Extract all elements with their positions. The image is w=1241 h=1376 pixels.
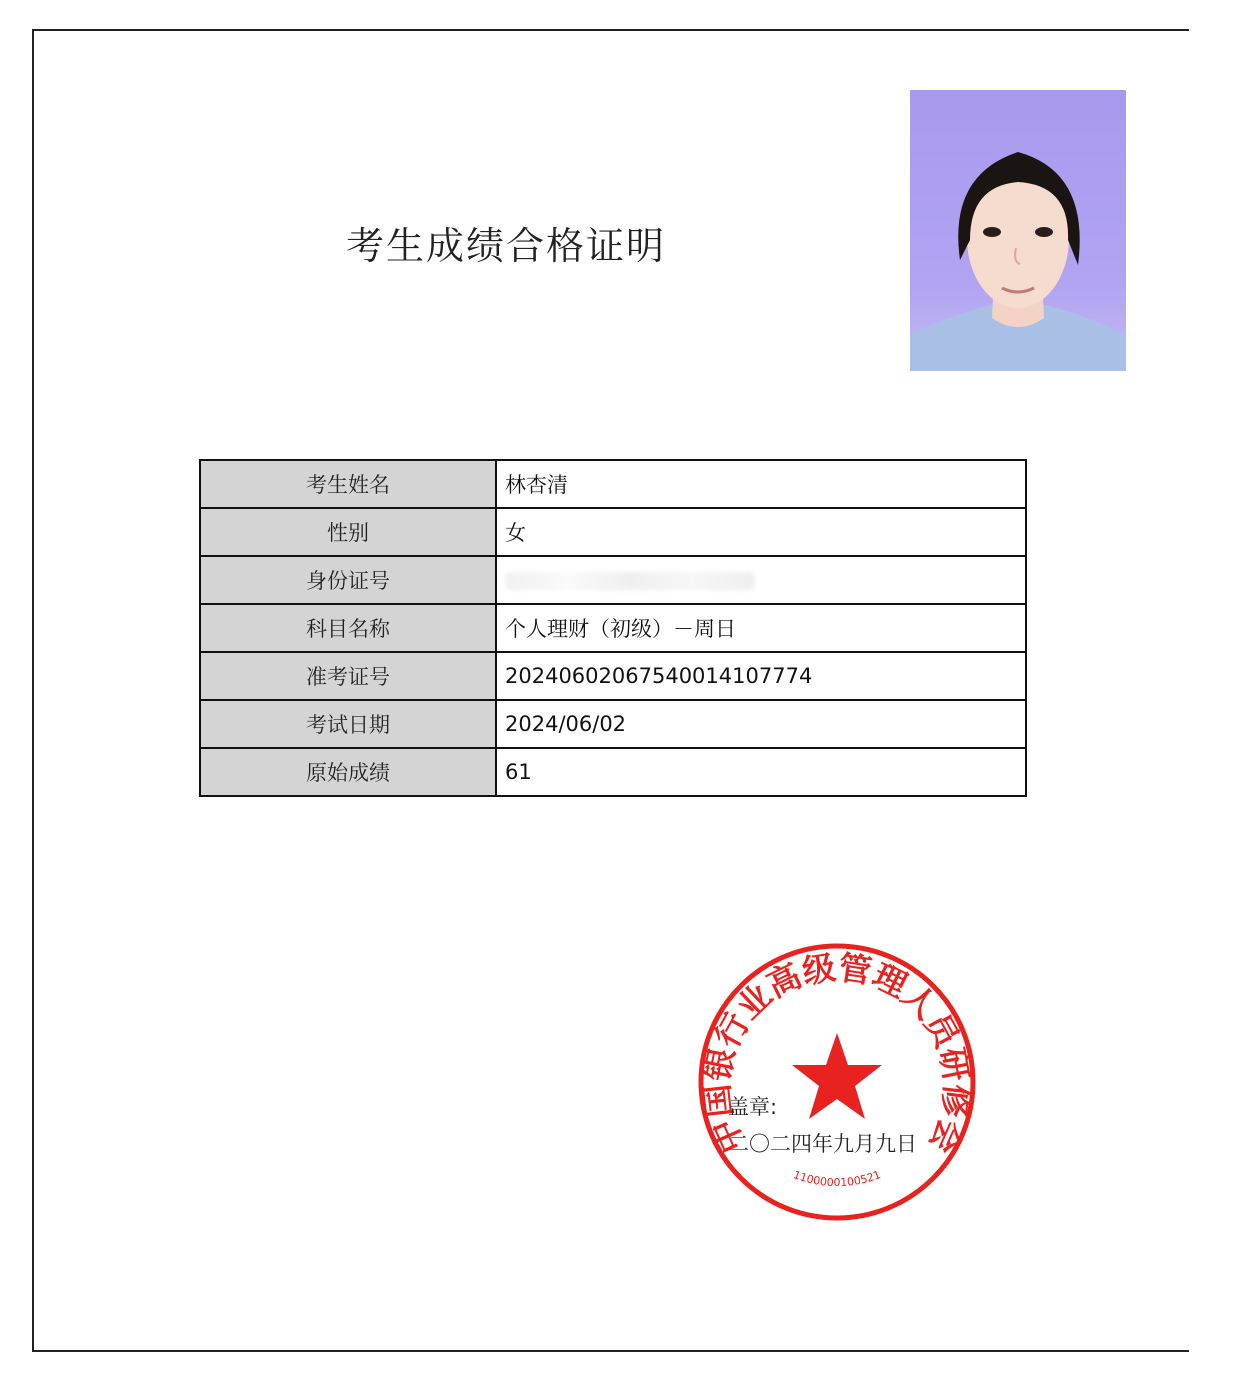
value-raw-score: 61 — [496, 748, 1026, 796]
value-id-number-redacted — [496, 556, 1026, 604]
info-table — [199, 459, 1027, 797]
value-gender: 女 — [496, 508, 1026, 556]
table-row — [200, 556, 1026, 604]
seal-org-text: 中国银行业高级管理人员研修会 — [697, 947, 977, 1159]
label-gender: 性别 — [200, 508, 496, 556]
signature-block — [728, 1089, 917, 1163]
label-admission-number: 准考证号 — [200, 652, 496, 700]
seal-number-text: 1100000100521 — [791, 1168, 883, 1190]
table-row — [200, 700, 1026, 748]
official-seal — [696, 941, 978, 1223]
label-name: 考生姓名 — [200, 460, 496, 508]
table-row — [200, 460, 1026, 508]
table-row — [200, 748, 1026, 796]
label-subject: 科目名称 — [200, 604, 496, 652]
table-row — [200, 652, 1026, 700]
label-raw-score: 原始成绩 — [200, 748, 496, 796]
candidate-photo — [910, 90, 1126, 371]
redaction-blur — [505, 572, 755, 590]
value-exam-date: 2024/06/02 — [496, 700, 1026, 748]
stamp-label: 盖章: — [728, 1095, 778, 1119]
issue-date: 二〇二四年九月九日 — [728, 1132, 917, 1156]
value-subject: 个人理财（初级）－周日 — [496, 604, 1026, 652]
table-row — [200, 604, 1026, 652]
value-name: 林杏清 — [496, 460, 1026, 508]
label-id-number: 身份证号 — [200, 556, 496, 604]
svg-text:1100000100521 — [792, 1168, 883, 1189]
certificate-page — [32, 29, 1189, 1352]
page-title: 考生成绩合格证明 — [346, 224, 667, 268]
label-exam-date: 考试日期 — [200, 700, 496, 748]
table-row — [200, 508, 1026, 556]
value-admission-number: 20240602067540014107774 — [496, 652, 1026, 700]
portrait-image — [910, 90, 1126, 371]
